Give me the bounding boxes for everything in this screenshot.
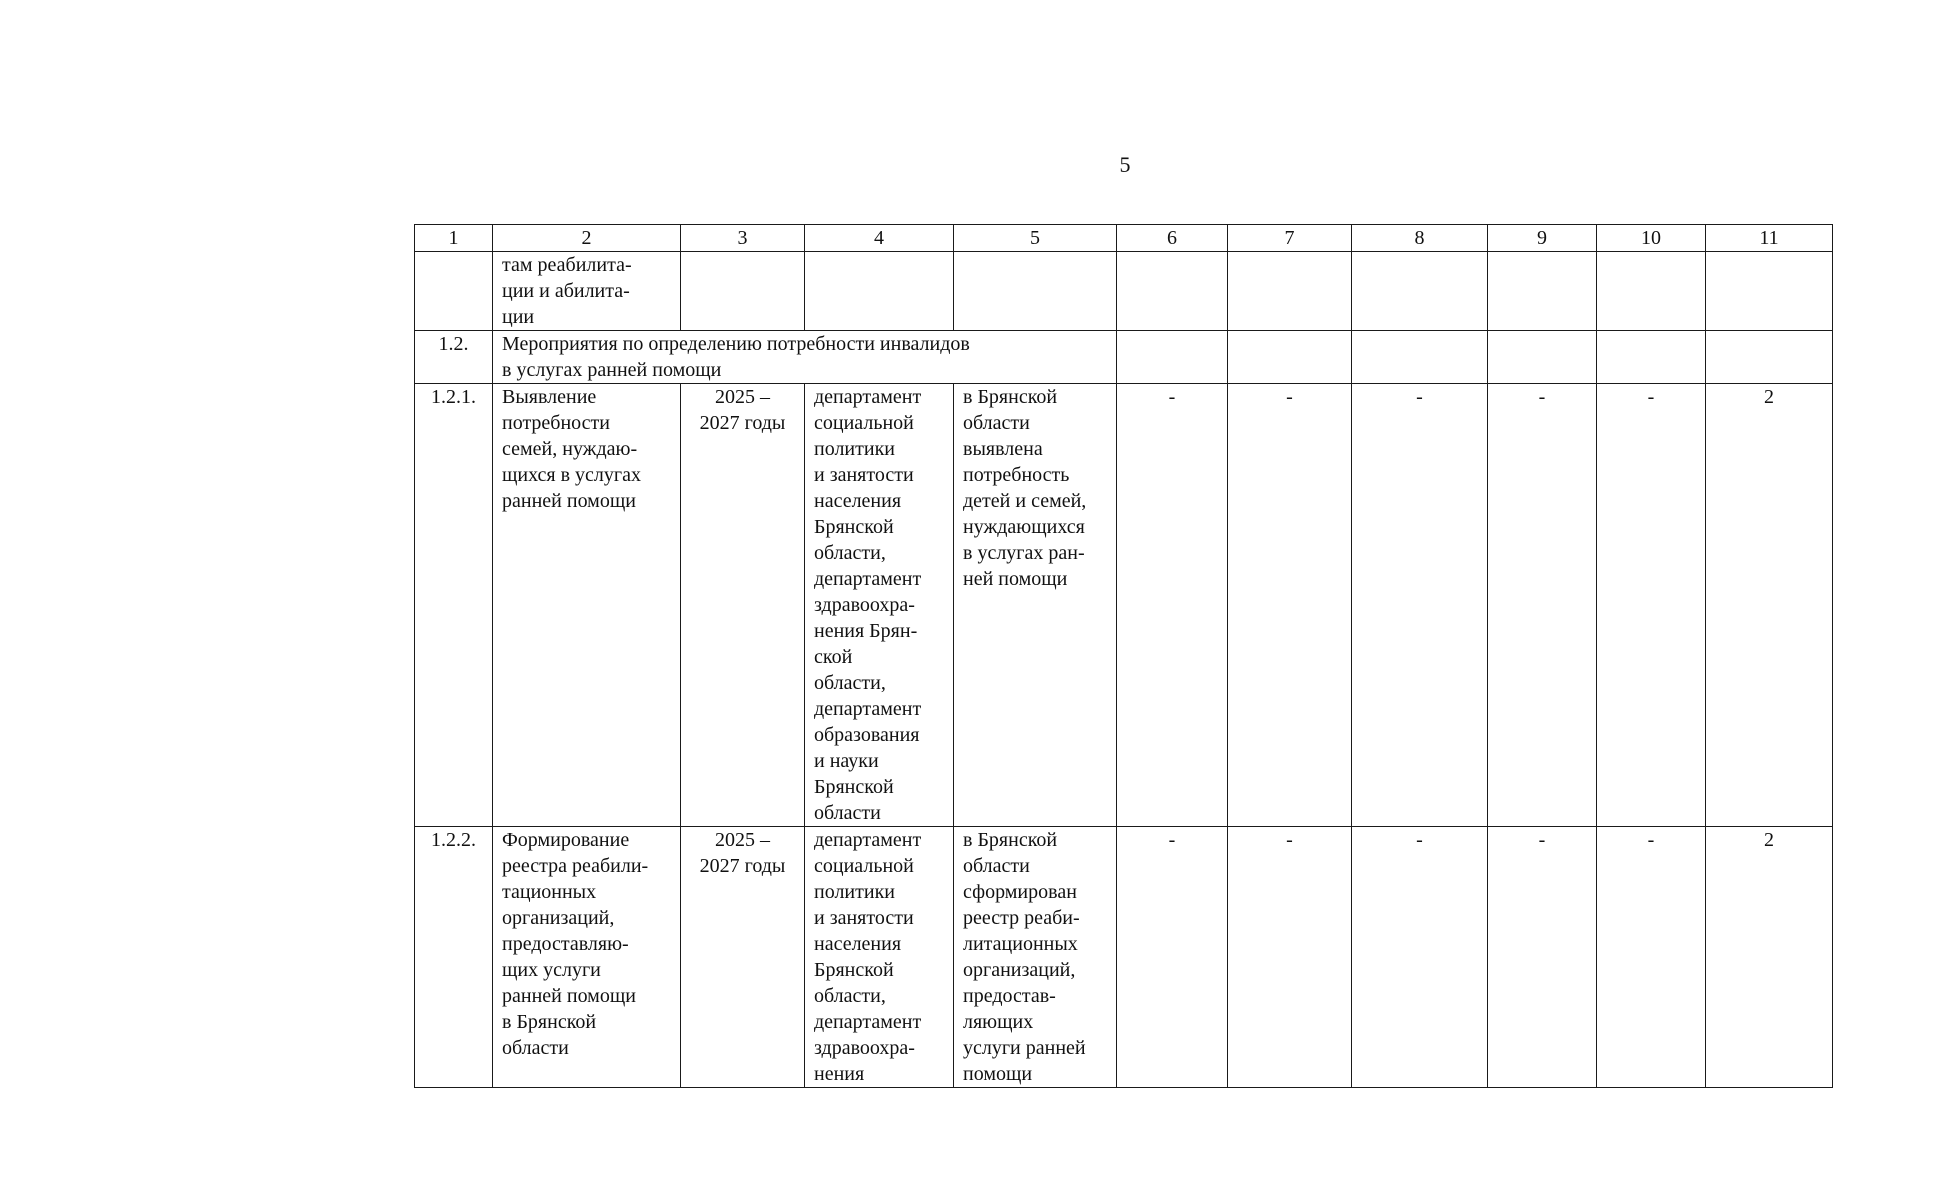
text-line: сформирован xyxy=(963,881,1077,903)
text-line: и занятости xyxy=(814,464,914,486)
text-line: ранней помощи xyxy=(502,985,636,1007)
text-line: в услугах ранней помощи xyxy=(502,359,722,381)
text-line: здравоохра- xyxy=(814,1037,915,1059)
col9-cell xyxy=(1488,252,1597,331)
text-line: ской xyxy=(814,646,853,668)
text-line: литационных xyxy=(963,933,1078,955)
header-col-11: 11 xyxy=(1706,225,1833,252)
text-line: щихся в услугах xyxy=(502,464,641,486)
text-line: ции и абилита- xyxy=(502,280,630,302)
text-line: предостав- xyxy=(963,985,1056,1007)
col6-cell: - xyxy=(1117,384,1228,827)
text-line: выявлена xyxy=(963,438,1043,460)
text-line: департамент xyxy=(814,698,922,720)
page-number: 5 xyxy=(1119,152,1131,177)
col10-cell xyxy=(1597,331,1706,384)
text-line: предоставляю- xyxy=(502,933,629,955)
text-line: Мероприятия по определению потребности инвалидов xyxy=(502,333,970,355)
text-line: области xyxy=(963,855,1030,877)
row-number-cell xyxy=(415,252,493,331)
col7-cell: - xyxy=(1228,384,1352,827)
activities-table xyxy=(414,224,1833,1088)
text-line: и науки xyxy=(814,750,879,772)
header-col-9: 9 xyxy=(1488,225,1597,252)
text-line: потребности xyxy=(502,412,610,434)
row-number-cell: 1.2.2. xyxy=(415,827,493,1088)
text-line: ции xyxy=(502,306,535,328)
text-line: населения xyxy=(814,933,902,955)
text-line: организаций, xyxy=(963,959,1076,981)
text-line: области xyxy=(814,802,881,824)
text-line: нения xyxy=(814,1063,865,1085)
section-title-cell xyxy=(493,331,1117,384)
text-line: услуги ранней xyxy=(963,1037,1086,1059)
column-number-header-row xyxy=(415,225,1833,252)
col8-cell: - xyxy=(1352,827,1488,1088)
table-row-section-1-2 xyxy=(415,331,1833,384)
header-col-7: 7 xyxy=(1228,225,1352,252)
header-col-5: 5 xyxy=(954,225,1117,252)
text-line: департамент xyxy=(814,568,922,590)
text-line: населения xyxy=(814,490,902,512)
table-row-1-2-1 xyxy=(415,384,1833,827)
text-line: в Брянской xyxy=(502,1011,597,1033)
col11-cell xyxy=(1706,252,1833,331)
header-col-6: 6 xyxy=(1117,225,1228,252)
col8-cell xyxy=(1352,252,1488,331)
col8-cell: - xyxy=(1352,384,1488,827)
col6-cell xyxy=(1117,252,1228,331)
text-line: семей, нуждаю- xyxy=(502,438,638,460)
text-line: помощи xyxy=(963,1063,1033,1085)
col11-cell xyxy=(1706,331,1833,384)
col9-cell: - xyxy=(1488,384,1597,827)
header-col-8: 8 xyxy=(1352,225,1488,252)
text-line: департамент xyxy=(814,1011,922,1033)
text-line: там реабилита- xyxy=(502,254,632,276)
period-cell xyxy=(681,827,805,1088)
text-line: тационных xyxy=(502,881,597,903)
text-line: реестр реаби- xyxy=(963,907,1080,929)
text-line: Формирование xyxy=(502,829,630,851)
text-line: детей и семей, xyxy=(963,490,1087,512)
text-line: социальной xyxy=(814,855,914,877)
text-line: Выявление xyxy=(502,386,597,408)
activity-name-cell xyxy=(493,384,681,827)
col11-cell: 2 xyxy=(1706,827,1833,1088)
col6-cell xyxy=(1117,331,1228,384)
text-line: 2027 годы xyxy=(699,412,786,434)
text-line: 2027 годы xyxy=(699,855,786,877)
col11-cell: 2 xyxy=(1706,384,1833,827)
table-row-continuation xyxy=(415,252,1833,331)
text-line: нения Брян- xyxy=(814,620,918,642)
text-line: области, xyxy=(814,542,886,564)
text-line: потребность xyxy=(963,464,1070,486)
col7-cell xyxy=(1228,331,1352,384)
text-line: реестра реабили- xyxy=(502,855,649,877)
text-line: департамент xyxy=(814,386,922,408)
text-line: Брянской xyxy=(814,959,894,981)
result-cell xyxy=(954,252,1117,331)
col6-cell: - xyxy=(1117,827,1228,1088)
text-line: Брянской xyxy=(814,516,894,538)
header-col-2: 2 xyxy=(493,225,681,252)
text-line: ляющих xyxy=(963,1011,1034,1033)
text-line: здравоохра- xyxy=(814,594,915,616)
text-line: 2025 – xyxy=(715,829,770,851)
header-col-4: 4 xyxy=(805,225,954,252)
text-line: ранней помощи xyxy=(502,490,636,512)
header-col-10: 10 xyxy=(1597,225,1706,252)
period-cell xyxy=(681,384,805,827)
executor-cell xyxy=(805,827,954,1088)
table-row-1-2-2 xyxy=(415,827,1833,1088)
row-number-cell: 1.2. xyxy=(415,331,493,384)
result-cell xyxy=(954,827,1117,1088)
col10-cell xyxy=(1597,252,1706,331)
text-line: организаций, xyxy=(502,907,615,929)
col7-cell: - xyxy=(1228,827,1352,1088)
header-col-3: 3 xyxy=(681,225,805,252)
executor-cell xyxy=(805,384,954,827)
text-line: области xyxy=(963,412,1030,434)
period-cell xyxy=(681,252,805,331)
text-line: Брянской xyxy=(814,776,894,798)
text-line: образования xyxy=(814,724,920,746)
text-line: в Брянской xyxy=(963,829,1058,851)
text-line: в услугах ран- xyxy=(963,542,1085,564)
col8-cell xyxy=(1352,331,1488,384)
text-line: нуждающихся xyxy=(963,516,1085,538)
text-line: социальной xyxy=(814,412,914,434)
text-line: области, xyxy=(814,672,886,694)
col10-cell: - xyxy=(1597,827,1706,1088)
text-line: политики xyxy=(814,438,895,460)
text-line: щих услуги xyxy=(502,959,601,981)
col10-cell: - xyxy=(1597,384,1706,827)
col9-cell: - xyxy=(1488,827,1597,1088)
header-col-1: 1 xyxy=(415,225,493,252)
result-cell xyxy=(954,384,1117,827)
activity-name-cell xyxy=(493,252,681,331)
text-line: в Брянской xyxy=(963,386,1058,408)
text-line: 2025 – xyxy=(715,386,770,408)
row-number-cell: 1.2.1. xyxy=(415,384,493,827)
text-line: ней помощи xyxy=(963,568,1068,590)
text-line: политики xyxy=(814,881,895,903)
text-line: департамент xyxy=(814,829,922,851)
col7-cell xyxy=(1228,252,1352,331)
text-line: области, xyxy=(814,985,886,1007)
text-line: и занятости xyxy=(814,907,914,929)
text-line: области xyxy=(502,1037,569,1059)
activity-name-cell xyxy=(493,827,681,1088)
executor-cell xyxy=(805,252,954,331)
col9-cell xyxy=(1488,331,1597,384)
